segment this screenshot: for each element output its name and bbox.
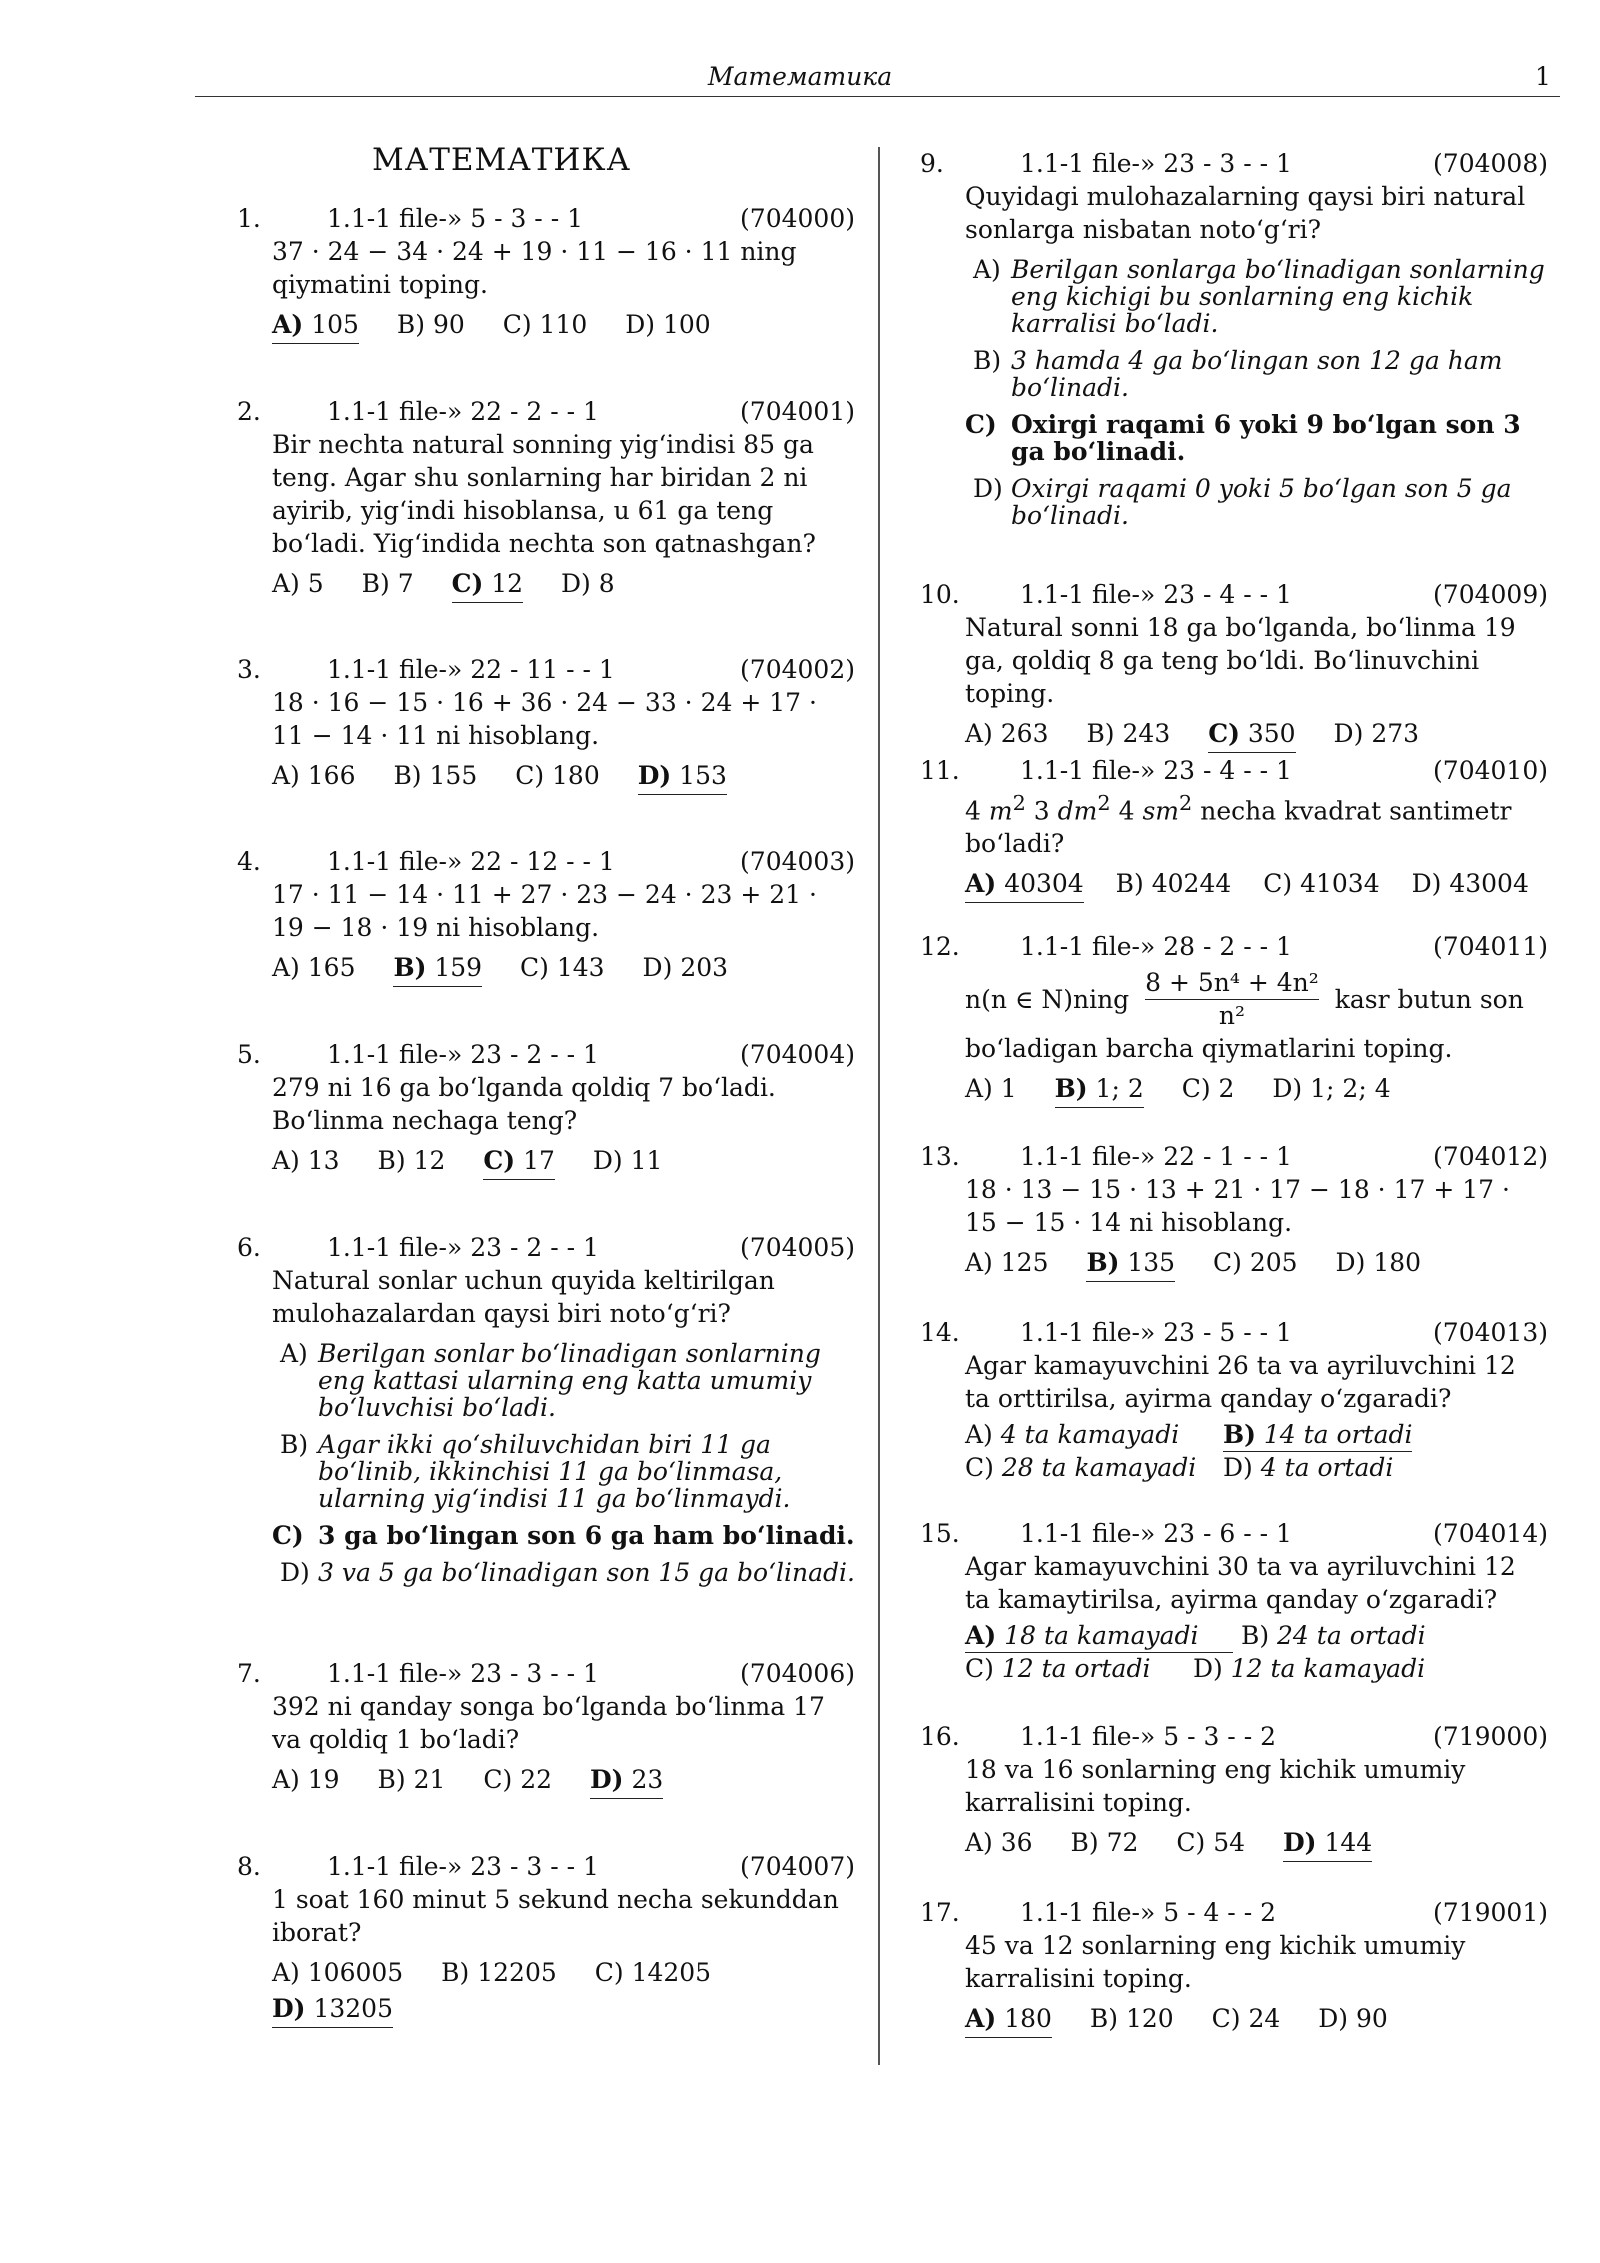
answer-option-a: A) 105 [272, 307, 359, 344]
answer-options [965, 1245, 1548, 1282]
answer-options [965, 716, 1548, 753]
answer-option-d: D) 23 [590, 1762, 663, 1799]
answer-options [965, 256, 1548, 529]
answer-option-b: B) 243 [1086, 719, 1171, 748]
answer-options [965, 2001, 1548, 2038]
question-8 [237, 1850, 855, 2028]
question-17 [920, 1896, 1548, 2038]
answer-option-b: B) 21 [377, 1765, 446, 1794]
question-text: 1 soat 160 minut 5 sekund necha sekunddan iborat? [272, 1885, 839, 1947]
answer-option-a: A) 18 ta kamayadi [965, 1620, 1233, 1653]
question-file: 1.1-1 file-» 23 - 5 - - 1 [1020, 1318, 1292, 1347]
question-number: 8. [237, 1852, 261, 1881]
answer-option-d: D) 1; 2; 4 [1272, 1074, 1391, 1103]
question-text: 279 ni 16 ga bo‘lganda qoldiq 7 bo‘ladi. Bo‘linma nechaga teng? [272, 1073, 776, 1135]
answer-option-b: B) 155 [393, 761, 478, 790]
answer-options [272, 950, 855, 987]
page-number: 1 [1535, 62, 1551, 91]
answer-option-d: D) 4 ta ortadi [1222, 1453, 1394, 1482]
answer-option-b: B) 120 [1089, 2004, 1174, 2033]
answer-options [272, 758, 855, 795]
question-file: 1.1-1 file-» 5 - 3 - - 2 [1020, 1722, 1277, 1751]
question-number: 9. [920, 149, 944, 178]
answer-option-d: D) 90 [1318, 2004, 1388, 2033]
answer-option-c: C) 180 [515, 761, 600, 790]
answer-option-c: C) 22 [483, 1765, 553, 1794]
answer-option-a: A) 13 [272, 1146, 340, 1175]
question-code: (704001) [740, 397, 855, 426]
question-file: 1.1-1 file-» 5 - 3 - - 1 [327, 204, 584, 233]
question-file: 1.1-1 file-» 23 - 2 - - 1 [327, 1233, 599, 1262]
question-text: 37 · 24 − 34 · 24 + 19 · 11 − 16 · 11 ning qiymatini toping. [272, 237, 797, 299]
question-text: 18 · 13 − 15 · 13 + 21 · 17 − 18 · 17 + 17 · 15 − 15 · 14 ni hisoblang. [965, 1175, 1510, 1237]
question-text: Natural sonlar uchun quyida keltirilgan mulohazalardan qaysi biri noto‘g‘ri? [272, 1266, 775, 1328]
answer-option-a: A) 4 ta kamayadi [965, 1420, 1180, 1449]
question-text: Natural sonni 18 ga bo‘lganda, bo‘linma 19 ga, qoldiq 8 ga teng bo‘ldi. Bo‘linuvchini toping. [965, 613, 1516, 708]
question-12 [920, 930, 1548, 1108]
running-header-title: Математика [707, 62, 893, 91]
answer-options [272, 566, 855, 603]
question-text: bo‘ladigan barcha qiymatlarini toping. [965, 1034, 1453, 1063]
answer-option-d: D) 153 [638, 758, 727, 795]
question-formula: n(n ∈ N)ning $\frac{\text{8 + 5n⁴ + 4n²}}{\text{n²}}$ kasr butun son [965, 968, 1524, 1030]
question-number: 11. [920, 756, 960, 785]
question-code: (704007) [740, 1852, 855, 1881]
answer-option-b: B) 12 [377, 1146, 446, 1175]
question-code: (704010) [1433, 756, 1548, 785]
question-code: (704004) [740, 1040, 855, 1069]
answer-option-d: D) 11 [592, 1146, 663, 1175]
answer-option-d: D) 13205 [272, 1991, 393, 2028]
question-number: 3. [237, 655, 261, 684]
question-file: 1.1-1 file-» 23 - 3 - - 1 [327, 1659, 599, 1688]
question-number: 12. [920, 932, 960, 961]
answer-options [965, 866, 1548, 903]
question-16 [920, 1720, 1548, 1862]
question-9 [920, 147, 1548, 539]
answer-option-b: B) 90 [396, 310, 465, 339]
answer-option-b: B) 7 [361, 569, 414, 598]
answer-option-c: C) 205 [1213, 1248, 1298, 1277]
question-1 [237, 202, 855, 344]
question-text: Quyidagi mulohazalarning qaysi biri natural sonlarga nisbatan noto‘g‘ri? [965, 182, 1526, 244]
question-text: 392 ni qanday songa bo‘lganda bo‘linma 17 va qoldiq 1 bo‘ladi? [272, 1692, 825, 1754]
question-file: 1.1-1 file-» 23 - 6 - - 1 [1020, 1519, 1292, 1548]
question-3 [237, 653, 855, 795]
answer-option-b: B) 159 [393, 950, 482, 987]
question-14 [920, 1316, 1548, 1484]
question-5 [237, 1038, 855, 1180]
answer-options [965, 1620, 1548, 1685]
question-text: 45 va 12 sonlarning eng kichik umumiy karralisini toping. [965, 1931, 1466, 1993]
question-text: Agar kamayuvchini 30 ta va ayriluvchini 12 ta kamaytirilsa, ayirma qanday o‘zgaradi? [965, 1552, 1516, 1614]
question-text: 18 · 16 − 15 · 16 + 36 · 24 − 33 · 24 + 17 · 11 − 14 · 11 ni hisoblang. [272, 688, 817, 750]
question-11 [920, 754, 1548, 903]
answer-option-a: A) Berilgan sonlarga bo‘linadigan sonlarning eng kichigi bu sonlarning eng kichik karralisi bo‘ladi. [973, 255, 1545, 338]
answer-option-c: C) 41034 [1263, 869, 1380, 899]
question-number: 15. [920, 1519, 960, 1548]
question-number: 7. [237, 1659, 261, 1688]
answer-option-b: B) 3 hamda 4 ga bo‘lingan son 12 ga ham bo‘linadi. [973, 346, 1503, 402]
answer-option-a: A) 36 [965, 1828, 1033, 1857]
question-4 [237, 845, 855, 987]
answer-option-c: C) 28 ta kamayadi [965, 1453, 1197, 1482]
question-number: 17. [920, 1898, 960, 1927]
question-file: 1.1-1 file-» 23 - 4 - - 1 [1020, 580, 1292, 609]
answer-options [965, 1419, 1548, 1484]
question-text: 18 va 16 sonlarning eng kichik umumiy karralisini toping. [965, 1755, 1466, 1817]
question-number: 2. [237, 397, 261, 426]
answer-options [272, 1762, 855, 1799]
answer-option-a: A) 165 [272, 953, 356, 982]
question-15 [920, 1517, 1548, 1685]
question-10 [920, 578, 1548, 753]
question-code: (704009) [1433, 580, 1548, 609]
answer-option-c: C) 3 ga bo‘lingan son 6 ga ham bo‘linadi. [272, 1521, 855, 1550]
answer-option-d: D) 3 va 5 ga bo‘linadigan son 15 ga bo‘linadi. [280, 1558, 855, 1587]
answer-option-c: C) 14205 [594, 1958, 712, 1987]
answer-option-d: D) 203 [642, 953, 729, 982]
answer-option-c: C) 17 [483, 1143, 555, 1180]
answer-option-b: B) 40244 [1115, 869, 1232, 899]
question-number: 4. [237, 847, 261, 876]
header-rule [195, 96, 1560, 97]
answer-option-b: B) 24 ta ortadi [1240, 1621, 1426, 1650]
question-file: 1.1-1 file-» 5 - 4 - - 2 [1020, 1898, 1277, 1927]
question-code: (704008) [1433, 149, 1548, 178]
answer-option-c: C) 12 [452, 566, 524, 603]
question-number: 6. [237, 1233, 261, 1262]
question-code: (704014) [1433, 1519, 1548, 1548]
question-text: bo‘ladi? [965, 829, 1065, 859]
question-file: 1.1-1 file-» 23 - 3 - - 1 [327, 1852, 599, 1881]
question-13 [920, 1140, 1548, 1282]
answer-option-b: B) 14 ta ortadi [1223, 1419, 1413, 1452]
question-text: Agar kamayuvchini 26 ta va ayriluvchini 12 ta orttirilsa, ayirma qanday o‘zgaradi? [965, 1351, 1516, 1413]
answer-option-a: A) 263 [965, 719, 1049, 748]
answer-options [272, 1955, 832, 2028]
answer-option-a: A) 125 [965, 1248, 1049, 1277]
question-number: 16. [920, 1722, 960, 1751]
answer-option-a: A) 1 [965, 1074, 1017, 1103]
answer-option-a: A) 106005 [272, 1958, 404, 1987]
answer-option-c: C) 143 [520, 953, 605, 982]
question-text: 17 · 11 − 14 · 11 + 27 · 23 − 24 · 23 + 21 · 19 − 18 · 19 ni hisoblang. [272, 880, 817, 942]
question-number: 10. [920, 580, 960, 609]
answer-option-a: A) 5 [272, 569, 324, 598]
answer-options [272, 307, 855, 344]
answer-option-d: D) 144 [1283, 1825, 1372, 1862]
column-divider [878, 147, 880, 2065]
answer-option-c: C) 350 [1208, 716, 1295, 753]
question-code: (704003) [740, 847, 855, 876]
answer-option-d: D) 12 ta kamayadi [1192, 1654, 1426, 1683]
question-text: Bir nechta natural sonning yig‘indisi 85 ga teng. Agar shu sonlarning har biridan 2 ni ayirib, yig‘indi hisoblansa, u 61 ga teng bo‘ladi. Yig‘indida nechta son qatnashgan? [272, 430, 816, 558]
answer-option-b: B) Agar ikki qo‘shiluvchidan biri 11 ga bo‘linib, ikkinchisi 11 ga bo‘linmasa, ularning yig‘indisi 11 ga bo‘linmaydi. [280, 1430, 791, 1513]
question-code: (704006) [740, 1659, 855, 1688]
answer-options [965, 1071, 1548, 1108]
answer-options [272, 1340, 855, 1586]
fraction: $\frac{\text{8 + 5n⁴ + 4n²}}{\text{n²}}$ [1145, 968, 1319, 1030]
answer-option-a: A) 180 [965, 2001, 1052, 2038]
question-file: 1.1-1 file-» 28 - 2 - - 1 [1020, 932, 1292, 961]
question-file: 1.1-1 file-» 22 - 1 - - 1 [1020, 1142, 1292, 1171]
question-number: 1. [237, 204, 261, 233]
answer-option-a: A) Berilgan sonlar bo‘linadigan sonlarning eng kattasi ularning eng katta umumiy bo‘luvchisi bo‘ladi. [280, 1339, 821, 1422]
answer-option-c: C) Oxirgi raqami 6 yoki 9 bo‘lgan son 3 ga bo‘linadi. [965, 410, 1521, 466]
question-file: 1.1-1 file-» 22 - 12 - - 1 [327, 847, 615, 876]
question-file: 1.1-1 file-» 22 - 2 - - 1 [327, 397, 599, 426]
document-title: МАТЕМАТИКА [372, 142, 631, 178]
answer-option-c: C) 24 [1211, 2004, 1281, 2033]
question-code: (704011) [1433, 932, 1548, 961]
question-code: (719001) [1433, 1898, 1548, 1927]
question-file: 1.1-1 file-» 23 - 2 - - 1 [327, 1040, 599, 1069]
question-number: 14. [920, 1318, 960, 1347]
question-code: (719000) [1433, 1722, 1548, 1751]
answer-option-a: A) 166 [272, 761, 356, 790]
question-file: 1.1-1 file-» 22 - 11 - - 1 [327, 655, 615, 684]
question-6 [237, 1231, 855, 1596]
answer-option-b: B) 12205 [441, 1958, 557, 1987]
question-2 [237, 395, 855, 603]
answer-option-d: D) 180 [1335, 1248, 1422, 1277]
answer-option-b: B) 135 [1086, 1245, 1175, 1282]
answer-option-b: B) 72 [1070, 1828, 1139, 1857]
question-number: 5. [237, 1040, 261, 1069]
question-code: (704012) [1433, 1142, 1548, 1171]
answer-options [965, 1825, 1548, 1862]
answer-option-c: C) 12 ta ortadi [965, 1654, 1151, 1683]
question-code: (704013) [1433, 1318, 1548, 1347]
answer-option-d: D) 100 [625, 310, 711, 339]
answer-option-b: B) 1; 2 [1055, 1071, 1144, 1108]
question-7 [237, 1657, 855, 1799]
question-code: (704000) [740, 204, 855, 233]
answer-option-a: A) 19 [272, 1765, 340, 1794]
answer-option-c: C) 54 [1176, 1828, 1246, 1857]
answer-options [272, 1143, 855, 1180]
question-code: (704005) [740, 1233, 855, 1262]
question-file: 1.1-1 file-» 23 - 4 - - 1 [1020, 756, 1292, 785]
answer-option-d: D) Oxirgi raqami 0 yoki 5 bo‘lgan son 5 ga bo‘linadi. [973, 474, 1512, 530]
question-number: 13. [920, 1142, 960, 1171]
answer-option-d: D) 43004 [1411, 869, 1529, 899]
answer-option-c: C) 2 [1181, 1074, 1235, 1103]
answer-option-a: A) 40304 [965, 866, 1084, 903]
question-file: 1.1-1 file-» 23 - 3 - - 1 [1020, 149, 1292, 178]
answer-option-c: C) 110 [502, 310, 588, 339]
question-formula: 4 $m^2$ 3 $dm^2$ 4 $sm^2$ necha kvadrat santimetr [965, 791, 1512, 826]
answer-option-d: D) 8 [561, 569, 615, 598]
answer-option-d: D) 273 [1333, 719, 1420, 748]
question-code: (704002) [740, 655, 855, 684]
